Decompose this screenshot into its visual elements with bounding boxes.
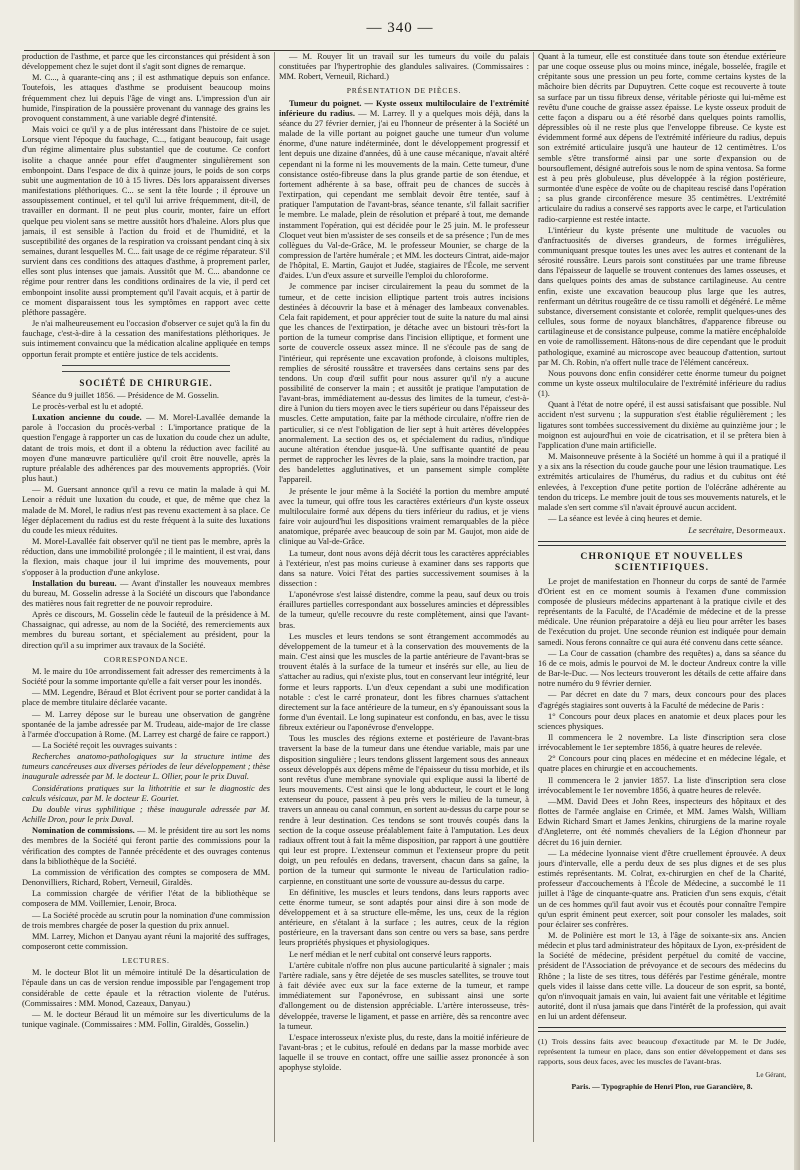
run-in-heading: Nomination de commissions. xyxy=(32,826,135,836)
section-title: SOCIÉTÉ DE CHIRURGIE. xyxy=(79,377,213,388)
paragraph: M. de Polinière est mort le 13, à l'âge de soixante-six ans. Ancien médecin et plus tard administrateur des hôpitaux de Lyon, ex-président de la Société de médecine, président perpétuel du comité de vaccine, président de l'Association de prévoyance et de secours des médecins du Rhône ; la liste de ses titres, tous déférés par l'estime générale, montre quels vides il laisse dans cette ville. La douceur de son esprit, sa bonté, qu'on n'invoquait jamais en vain, lui avaient fait une véritable et légitime autorité, dont il n'usa jamais que dans l'intérêt de la profession, qui avait en lui un ardent défenseur. xyxy=(538,930,786,1022)
paragraph: production de l'asthme, et parce que les circonstances qui président à son développement chez le sujet dont il s'agit sont dignes de remarque. xyxy=(22,52,270,72)
paragraph: Il commencera le 2 janvier 1857. La liste d'inscription sera close irrévocablement le 1er novembre 1856, à quatre heures de relevée. xyxy=(538,775,786,795)
header-rule xyxy=(24,50,776,51)
paragraph: L'intérieur du kyste présente une multitude de vacuoles ou d'anfractuosités de diverses grandeurs, de formes irrégulières, communiquant presque toutes les unes avec les autres et contenant de la sérosité roussâtre. Leurs parois sont constituées par une trame fibreuse dans l'épaisseur de laquelle se trouvent contenues des lames osseuses, et dans quelques points des amas de substance cartilagineuse. Au centre enfin, existe une excavation beaucoup plus large que les autres, renfermant un détritus rougeâtre de ce tissu ramolli et dégénéré. Le même substance, diversement consistante et colorée, remplit quelques-unes des cellules, sous forme de noyaux blanchâtres, d'apparence fibreuse ou cartilagineuse et de consistance pulpeuse, comme la matière encéphaloïde en voie de ramollissement. Hâtons-nous de dire cependant que le produit pathologique, examiné au microscope avec beaucoup d'attention, surtout par M. Ch. Robin, n'a offert nulle trace de l'élément cancéreux. xyxy=(538,225,786,367)
paragraph: Nous pouvons donc enfin considérer cette énorme tumeur du poignet comme un kyste osseux multiloculaire de l'extrémité inférieure du radius (1). xyxy=(538,368,786,399)
paragraph: — M. le docteur Béraud lit un mémoire sur les diverticulums de la tunique vaginale. (Commissaires : MM. Follin, Giraldès, Gosselin.) xyxy=(22,1009,270,1030)
page-number: — 340 — xyxy=(366,20,434,36)
paragraph-text: — M. le président tire au sort les noms des membres de la Société qui feront partie des commissions pour la vérification des comptes de l'année précédente et des ouvrages contenus dans la bibliothèque de la Société. xyxy=(22,826,270,866)
session-line: Séance du 9 juillet 1856. — Présidence de M. Gosselin. xyxy=(32,390,220,400)
footnote: (1) Trois dessins faits avec beaucoup d'exactitude par M. le Dr Judée, représentent la tumeur en place, dans son entier développement et dans ses rapports, sous deux faces, avec les muscles de l'avant-bras. xyxy=(538,1037,786,1066)
paragraph: Considérations pratiques sur la lithotritie et sur le diagnostic des calculs vésicaux, par M. le docteur E. Gouriet. xyxy=(22,783,270,803)
paragraph: 2° Concours pour cinq places en médecine et en médecine légale, et quatre places en chirurgie et en accouchements. xyxy=(538,754,786,774)
signature-line xyxy=(538,526,786,536)
paragraph: — M. Guersant annonce qu'il a revu ce matin la malade à qui M. Lenoir a réduit une luxation du coude, et que, de même que chez la malade de M. Morel, le radius n'est pas revenu exactement à sa place. Ce léger déplacement du radius est du reste fréquent à la suite des luxations du coude les mieux réduites. xyxy=(22,485,270,535)
paragraph-text: — M. Larrey. Il y a quelques mois déjà, dans la séance du 27 février dernier, j'ai eu l'honneur de présenter à la Société un malade de la ville portant au poignet gauche une tumeur d'un volume énorme, d'une nature indéterminée, dont le développement progressif et lent depuis une dizaine d'années, dû à une cause mécanique, n'avait altéré cependant ni la forme ni les mouvements de la main. Cette tumeur, d'une consistance ostéo-fibreuse dans la plus grande partie de son étendue, et fortement adhérente à sa base, offrait peu de chances de succès à l'extirpation, qui cependant me semblait devoir être tentée, sauf à pratiquer l'amputation de l'avant-bras, séance tenante, s'il fallait sacrifier le membre. Le malade, plein de résolution et préparé à tout, me demande instamment l'opération, qui est décidée pour le 25 juin. M. le professeur Cloquet veut bien m'assister de ses conseils et de sa présence ; l'un de mes collègues du Val-de-Grâce, M. le professeur Mounier, se charge de la compression de l'artère humérale ; et MM. les docteurs Cintrat, aide-major de l'hôpital, E. Martin, Gaujot et Judée, stagiaires de l'École, me servent d'aides. L'un d'eux assure et surveille l'emploi du chloroforme. xyxy=(279,108,529,281)
paragraph: Quant à la tumeur, elle est constituée dans toute son étendue extérieure par une coque osseuse plus ou moins mince, inégale, bosselée, fragile et crépitante sous une pression un peu forte, comme certains kystes de la mâchoire bien décrits par Dupuytren. Cette coque est recouverte à toute sa surface par un tissu fibreux dense, véritable périoste qui lui-même est revêtu d'une couche de graisse assez épaisse. Le kyste osseux produit de cette façon a disparu ou a été résorbé dans quelques points ramollis, dépressibles où il ne reste plus que l'enveloppe fibreuse. Ce kyste est évidemment formé aux dépens de l'extrémité inférieure du radius, depuis son extrémité articulaire jusqu'à une hauteur de 12 centimètres. L'os semble s'être transformé ainsi par une sorte d'expansion ou de boursouflement, désigné autrefois sous le nom de spina ventosa. Sa forme est à peu près globuleuse, plus développée à la région postérieure, surmontée d'une espèce de voûte ou de chapiteau rescisé dans l'opération ; sa plus grande circonférence mesure 35 centimètres. L'extrémité articulaire du radius a conservé ses rapports avec le carpe, et l'articulation radio-carpienne est restée intacte. xyxy=(538,52,786,224)
paragraph: M. le docteur Blot lit un mémoire intitulé De la désarticulation de l'épaule dans un cas de version rendue impossible par l'engagement trop considérable de cette épaule et la rétraction violente de l'utérus. (Commissaires : MM. Monod, Cazeaux, Danyau.) xyxy=(22,968,270,1008)
paragraph: —MM. David Dees et John Rees, inspecteurs des hôpitaux et des flottes de l'armée anglaise en Crimée, et MM. James Walsh, William Edwin Richard Smart et James Jenkins, chirurgiens de la marine royale d'Angleterre, ont été nommés chevaliers de la Légion d'honneur par décret du 16 juin dernier. xyxy=(538,796,786,847)
section-title: CHRONIQUE ET NOUVELLES SCIENTIFIQUES. xyxy=(580,551,744,573)
paragraph: — La Société procède au scrutin pour la nomination d'une commission de trois membres chargée de poser la question du prix annuel. xyxy=(22,910,270,930)
paragraph: M. le maire du 10e arrondissement fait adresser des remerciments à la Société pour la somme importante qu'elle a fait verser pour les inondés. xyxy=(22,666,270,687)
subsection-title: CORRESPONDANCE. xyxy=(103,654,189,664)
paragraph: La commission chargée de vérifier l'état de la bibliothèque se composera de MM. Voillemier, Lenoir, Broca. xyxy=(22,889,270,909)
paragraph: — M. Rouyer lit un travail sur les tumeurs du voile du palais constituées par l'hypertrophie des glandules salivaires. (Commissaires : MM. Robert, Verneuil, Richard.) xyxy=(279,52,529,82)
paragraph: Je commence par inciser circulairement la peau du sommet de la tumeur, et de cette incision elliptique partent trois autres incisions destinées à découvrir la base et à ménager des lambeaux convenables. Cela fait rapidement, et pour apprécier tout de suite la nature du mal ainsi que les chances de l'extirpation, je détache avec un bistouri très-fort la portion de la tumeur comprise dans l'incision elliptique, et forment une sorte de couvercle osseux assez mince. Il ne s'écoule pas de sang de l'intérieur, qui représente une excavation profonde, à cloisons multiples, remplies de sérosité roussâtre et traversées dans certains sens par des tendons. Un coup d'œil suffit pour nous assurer qu'il n'y a aucune possibilité de conserver la main ; et aussitôt je pratique l'amputation de l'avant-bras, immédiatement au-dessus des limites de la tumeur, c'est-à-dire à l'union du tiers moyen avec le tiers supérieur ou dans l'épaisseur des muscles. Cette amputation, faite par la méthode circulaire, n'offre rien de particulier, si ce n'est l'obligation de lier sept à huit artères développées anormalement. La section des os, et spécialement du radius, n'indique aucune altération étendue jusque-là. Une suffisante quantité de peau permet de rapprocher les lèvres de la plaie, sans la moindre traction, par des bandelettes agglutinatives, et un pansement simple complète l'appareil. xyxy=(279,282,529,485)
paragraph: — La Cour de cassation (chambre des requêtes) a, dans sa séance du 16 de ce mois, admis le pourvoi de M. le docteur Andreux contre la ville de Bar-le-Duc. — Nos lecteurs trouveront les détails de cette affaire dans notre numéro du 9 février dernier. xyxy=(538,648,786,689)
paragraph: Après ce discours, M. Gosselin cède le fauteuil de la présidence à M. Chassaignac, qui adresse, au nom de la Société, des remerciements aux membres du bureau sortant, et spécialement au président, pour la direction qu'il a su imprimer aux travaux de la Société. xyxy=(22,610,270,650)
column-right xyxy=(538,52,786,1142)
paragraph: La commission de vérification des comptes se composera de MM. Denonvilliers, Richard, Robert, Verneuil, Giraldès. xyxy=(22,867,270,888)
paragraph xyxy=(22,579,270,609)
paragraph: L'artère cubitale n'offre non plus aucune particularité à signaler ; mais l'artère radiale, sans y être déjetée de ses muscles satellites, se trouve tout à fait déviée avec eux sur la face externe de la tumeur, et rampe immédiatement sur l'aponévrose, en subissant ainsi une sorte d'allongement ou de distension appréciable. L'artère interosseuse, très-développée, traverse le ligament, et passe en arrière, dès sa rencontre avec la tumeur. xyxy=(279,960,529,1031)
double-rule xyxy=(538,541,786,546)
subsection-title: PRÉSENTATION DE PIÈCES. xyxy=(346,86,462,96)
paragraph: — Par décret en date du 7 mars, deux concours pour des places d'agrégés stagiaires sont ouverts à la Faculté de médecine de Paris : xyxy=(538,690,786,710)
paragraph-text: — Avant d'installer les nouveaux membres du bureau, M. Gosselin adresse à la Société un discours que l'abondance des matières nous fait regretter de ne pouvoir reproduire. xyxy=(22,578,270,608)
ornament-divider xyxy=(62,365,230,372)
paragraph: Mais voici ce qu'il y a de plus intéressant dans l'histoire de ce sujet. Lorsque vient l'époque du fauchage, C..., fatigant beaucoup, fait usage d'un régime alimentaire plus substantiel que de coutume. Ce confort isolite a chaque année pour effet d'augmenter singulièrement son embonpoint. Dans l'espace de dix à quinze jours, le poids de son corps subit une augmentation de 10 à 15 livres. Dès lors apparaissent diverses manifestations pléthoriques. C... se sent la tête lourde ; il éprouve un assoupissement continuel, et tel qu'il lui arrive fréquemment, dit-il, de travailler en dormant. Il ne peut plus courir, monter, faire un effort quelque peu violent sans se mettre aussitôt hors d'haleine. Alors plus que jamais, il est sensible à l'action du froid et de l'humidité, et la susceptibilité des organes de la respiration va croissant pendant cinq à six semaines, durant lesquelles M. C... fait usage de ce régime réparateur. S'il survient dans ces conditions des attaques d'asthme, à proprement parler, elles sont plus intenses que jamais. Aussitôt que M. C... abandonne ce régime pour rentrer dans les conditions ordinaires de la vie, il perd cet embonpoint insolite aussi promptement qu'il l'avait acquis, et à partir de ce moment disparaissent tous les symptômes en rapport avec cette pléthore passagère. xyxy=(22,125,270,317)
run-in-heading: Installation du bureau. xyxy=(32,578,117,588)
subsection-title: LECTURES. xyxy=(122,956,170,966)
printer-imprint: Paris. — Typographie de Henri Plon, rue Garancière, 8. xyxy=(571,1082,753,1092)
paragraph: 1° Concours pour deux places en anatomie et deux places pour les sciences physiques. xyxy=(538,711,786,731)
signature-name: Desormeaux. xyxy=(736,526,786,536)
column-middle xyxy=(279,52,529,1142)
column-divider xyxy=(533,52,534,1142)
paragraph: — M. Larrey dépose sur le bureau une observation de gangrène spontanée de la jambe adressée par M. Trudeau, aide-major de 1re classe à l'armée d'occupation à Rome. (M. Larrey est chargé de faire ce rapport.) xyxy=(22,709,270,739)
column-divider xyxy=(274,52,275,1142)
paragraph: — La médecine lyonnaise vient d'être cruellement éprouvée. A deux jours d'intervalle, elle a perdu deux de ses plus dignes et de ses plus estimés représentants. M. Colrat, ex-chirurgien en chef de la Charité, professeur d'accouchements à l'École de Médecine, a succombé le 11 juillet à l'âge de cinquante-quatre ans. Praticien d'un sens exquis, c'était un de ces hommes qu'il faut avoir vus et écoutés pour connaître l'empire qu'un esprit éminent peut exercer, soit pour consoler les malades, soit pour éclairer ses confrères. xyxy=(538,848,786,929)
paragraph: Tous les muscles des régions externe et postérieure de l'avant-bras traversent la base de la tumeur dans une étendue variable, mais par une disposition singulière ; leurs tendons glissent largement sous des anneaux osseux développés aux dépens même de l'épaisseur du tissu morbide, et ils sont revêtus d'une membrane synoviale qui explique aussi la liberté de leurs mouvements. C'est ainsi que le long abducteur, le court et le long extenseur du pouce, passent à peu près vers le milieu de la tumeur, à travers un anneau ou canal commun, en sortent au-dessus du carpe pour se rendre à leur destination. Ces tendons se sont trouvés coupés dans la section de la coque osseuse préalablement faite à l'amputation. Les deux radiaux offrent tout à fait la même disposition, par rapport à une gouttière qui leur est propre. L'extenseur commun et l'extenseur propre du petit doigt, un peu refoulés en dedans, traversent, chacun dans sa gaîne, la portion de la tumeur qui surmonte le niveau de l'articulation radio-carpienne, en constituant une sorte de voussure au-dessus du carpe. xyxy=(279,734,529,886)
paragraph: Le nerf médian et le nerf cubital ont conservé leurs rapports. xyxy=(289,949,492,959)
paragraph xyxy=(22,413,270,484)
paragraph: — MM. Legendre, Béraud et Blot écrivent pour se porter candidat à la place de membre titulaire déclarée vacante. xyxy=(22,688,270,708)
column-left xyxy=(22,52,270,1142)
gerant-label: Le Gérant, xyxy=(756,1071,786,1080)
paragraph: MM. Larrey, Michon et Danyau ayant réuni la majorité des suffrages, composeront cette commission. xyxy=(22,931,270,951)
paragraph: Il commencera le 2 novembre. La liste d'inscription sera close irrévocablement le 1er septembre 1856, à quatre heures de relevée. xyxy=(538,733,786,753)
paragraph: En définitive, les muscles et leurs tendons, dans leurs rapports avec cette énorme tumeur, se sont adaptés pour ainsi dire à son mode de développement et à sa structure elle-même, les uns, ceux de la région antérieure, en s'étalant à la surface ; les autres, ceux de la région postérieure, en la traversant dans son centre ou vers sa base, sans perdre leurs propriétés physiques et physiologiques. xyxy=(279,887,529,948)
paragraph: Recherches anatomo-pathologiques sur la structure intime des tumeurs cancéreuses aux diverses périodes de leur développement ; thèse inaugurale adressée par M. le docteur L. Ollier, pour le prix Duval. xyxy=(22,752,270,782)
paragraph: Le procès-verbal est lu et adopté. xyxy=(32,402,144,411)
paragraph: L'espace interosseux n'existe plus, du reste, dans la moitié inférieure de l'avant-bras ; et le cubitus, refoulé en dedans par la masse morbide avec laquelle il se trouve en contact, offre une saillie assez prononcée à son apophyse styloïde. xyxy=(279,1032,529,1073)
paragraph xyxy=(22,826,270,867)
paragraph-text: — M. Morel-Lavallée demande la parole à l'occasion du procès-verbal : L'importance pratique de la question l'engage à rapporter un cas de luxation du coude chez un adulte, datant de trois mois, et dont il a obtenu la réduction avec facilité au moyen d'une manœuvre particulière qu'il croit être nouvelle, après la rupture préalable des adhérences par des mouvements appropriés. (Voir plus haut.) xyxy=(22,413,270,484)
paragraph: Les muscles et leurs tendons se sont étrangement accommodés au développement de la tumeur et à la conservation des mouvements de la main. C'est ainsi que les muscles de la partie antérieure de l'avant-bras se trouvent étalés à la surface de la tumeur et insérés sur elle, au lieu de s'attacher au radius, qui n'existe plus, tout en conservant leur intégrité, leur forme et leurs rapports. L'un d'eux cependant a subi une modification notable : c'est le carré pronateur, dont les fibres charnues s'attachent directement sur la face antérieure de la tumeur, en s'y épanouissant sous la forme d'un éventail. Le long supinateur est confondu, en bas, avec le tissu fibreux extérieur ou l'aponévrose d'enveloppe. xyxy=(279,631,529,733)
paragraph: M. Maisonneuve présente à la Société un homme à qui il a pratiqué il y a six ans la résection du coude gauche pour une lésion traumatique. Les extrémités articulaires de l'humérus, du radius et du cubitus ont été enlevées, à l'exception d'une petite portion de l'olécrâne adhérente au tendon du triceps. Le membre jouit de tous ses mouvements naturels, et le malade s'en sert comme s'il n'avait éprouvé aucun accident. xyxy=(538,452,786,512)
paragraph: M. C..., à quarante-cinq ans ; il est asthmatique depuis son enfance. Toutefois, les attaques d'asthme se produisent beaucoup moins fréquemment chez lui depuis l'âge de vingt ans. L'impression d'un air humide, l'inspiration de la poussière provenant du vannage des grains les provoquent constamment, à une variable degré d'intensité. xyxy=(22,73,270,123)
paragraph: La tumeur, dont nous avons déjà décrit tous les caractères appréciables à l'extérieur, n'est pas moins curieuse à examiner dans ses rapports que dans sa nature. Voici l'état des parties successivement soumises à la dissection : xyxy=(279,548,529,588)
paragraph xyxy=(279,99,529,282)
paragraph: Je n'ai malheureusement eu l'occasion d'observer ce sujet qu'à la fin du fauchage, c'est-à-dire à la cessation des manifestations pléthoriques. Je suis intimement convaincu que la médication alcaline appliquée en temps opportun ferait prompte et entière justice de tels accidents. xyxy=(22,319,270,359)
paragraph: Du double virus syphilitique ; thèse inaugurale adressée par M. Achille Dron, pour le prix Duval. xyxy=(22,804,270,825)
page-header xyxy=(0,14,800,44)
paragraph: M. Morel-Lavallée fait observer qu'il ne tient pas le membre, après la réduction, dans une immobilité prolongée ; il le maintient, il est vrai, dans la flexion, mais chaque jour il lui imprime des mouvements, pour s'opposer à la production d'une ankylose. xyxy=(22,537,270,577)
paragraph: L'aponévrose s'est laissé distendre, comme la peau, sauf deux ou trois éraillures partielles correspondant aux bosselures amincies et dépressibles de la tumeur, qu'elle recouvre du reste complètement, ainsi que l'avant-bras. xyxy=(279,590,529,630)
run-in-heading: Luxation ancienne du coude. xyxy=(32,413,142,423)
footnote-rule xyxy=(538,1027,786,1032)
paragraph: Quant à l'état de notre opéré, il est aussi satisfaisant que possible. Nul accident n'est survenu ; la suppuration s'est établie régulièrement ; les ligatures sont tombées successivement du dixième au quinzième jour ; le moignon est aujourd'hui en voie de cicatrisation, et il se prêtera bien à l'application d'une main artificielle. xyxy=(538,400,786,450)
signature-label: Le secrétaire, xyxy=(688,526,734,536)
paragraph: Je présente le jour même à la Société la portion du membre amputé avec la tumeur, qui offre tous les caractères extérieurs d'un kyste osseux multiloculaire formé aux dépens du tiers inférieur du radius, et je viens faire voir aujourd'hui les dispositions vraiment remarquables de la pièce anatomique, préparée avec beaucoup de soin par M. Gaujot, mon aide de clinique au Val-de-Grâce. xyxy=(279,486,529,547)
page-edge xyxy=(794,0,800,1170)
paragraph: — La séance est levée à cinq heures et demie. xyxy=(548,514,702,524)
paragraph: — La Société reçoit les ouvrages suivants : xyxy=(32,741,177,750)
run-in-heading: Tumeur du poignet. — Kyste osseux multiloculaire de l'extrémité inférieure du radius. xyxy=(279,98,529,118)
paragraph: Le projet de manifestation en l'honneur du corps de santé de l'armée d'Orient est en ce moment soumis à l'examen d'une commission composée de plusieurs médecins appartenant à la pratique civile et des représentants de la Faculté, de l'Académie de médecine et de la presse médicale. Une réunion préparatoire a déjà eu lieu pour arrêter les bases de l'exécution du projet. Une seconde réunion est indiquée pour demain samedi. Nous ferons connaître ce qui aura été convenu dans cette séance. xyxy=(538,576,786,647)
